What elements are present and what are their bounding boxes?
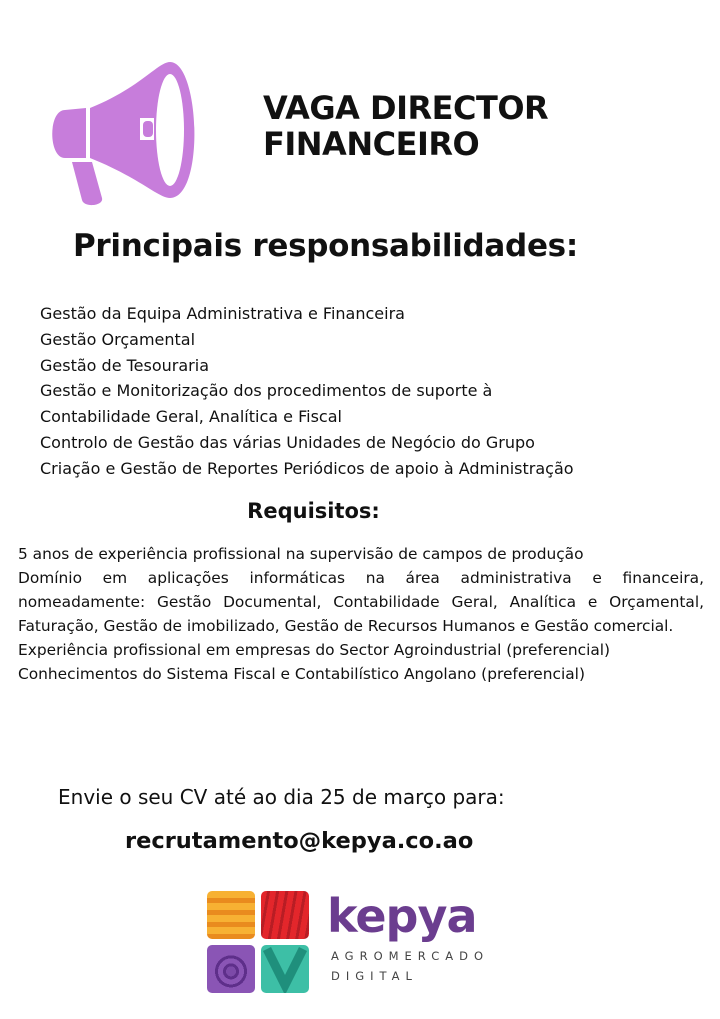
responsibilities-list — [40, 301, 574, 482]
logo-tile-teal — [261, 945, 309, 993]
list-item: Controlo de Gestão das várias Unidades de Negócio do Grupo — [40, 432, 535, 452]
list-item: Conhecimentos do Sistema Fiscal e Contabilístico Angolano (preferencial) — [18, 665, 585, 683]
cta-text: Envie o seu CV até ao dia 25 de março para: — [58, 785, 505, 809]
list-item: Gestão e Monitorização dos procedimentos de suporte à — [40, 381, 493, 401]
logo-tagline-2: DIGITAL — [331, 969, 418, 983]
list-item: Gestão Orçamental — [40, 329, 196, 349]
list-item: Domínio em aplicações informáticas na área administrativa e financeira, nomeadamente: Gestão Documental, Contabilidade Geral, Analítica e Orçamental, Faturação, Gestão de imobilizado, Gestão de Recursos Humanos e Gestão comercial. — [18, 569, 704, 635]
megaphone-icon — [40, 58, 200, 208]
list-item: 5 anos de experiência profissional na supervisão de campos de produção — [18, 545, 584, 563]
job-title-line1: VAGA DIRECTOR — [263, 89, 549, 127]
logo-brand: kepya — [327, 889, 477, 943]
list-item: Contabilidade Geral, Analítica e Fiscal — [40, 407, 342, 427]
responsibilities-heading: Principais responsabilidades: — [73, 228, 578, 264]
logo-tile-orange — [207, 891, 255, 939]
logo-tile-red — [261, 891, 309, 939]
kepya-logo — [207, 889, 490, 997]
list-item: Experiência profissional em empresas do Sector Agroindustrial (preferencial) — [18, 641, 611, 659]
job-title-line2: FINANCEIRO — [263, 125, 480, 163]
list-item: Gestão da Equipa Administrativa e Financeira — [40, 304, 405, 323]
list-item: Criação e Gestão de Reportes Periódicos de apoio à Administração — [40, 458, 574, 478]
requirements-list — [18, 542, 704, 686]
logo-tagline-1: AGROMERCADO — [331, 949, 490, 963]
list-item: Gestão de Tesouraria — [40, 355, 209, 375]
logo-tile-purple — [207, 945, 255, 993]
email-link[interactable]: recrutamento@kepya.co.ao — [125, 828, 474, 854]
job-title — [263, 90, 548, 162]
requirements-heading: Requisitos: — [247, 499, 380, 523]
